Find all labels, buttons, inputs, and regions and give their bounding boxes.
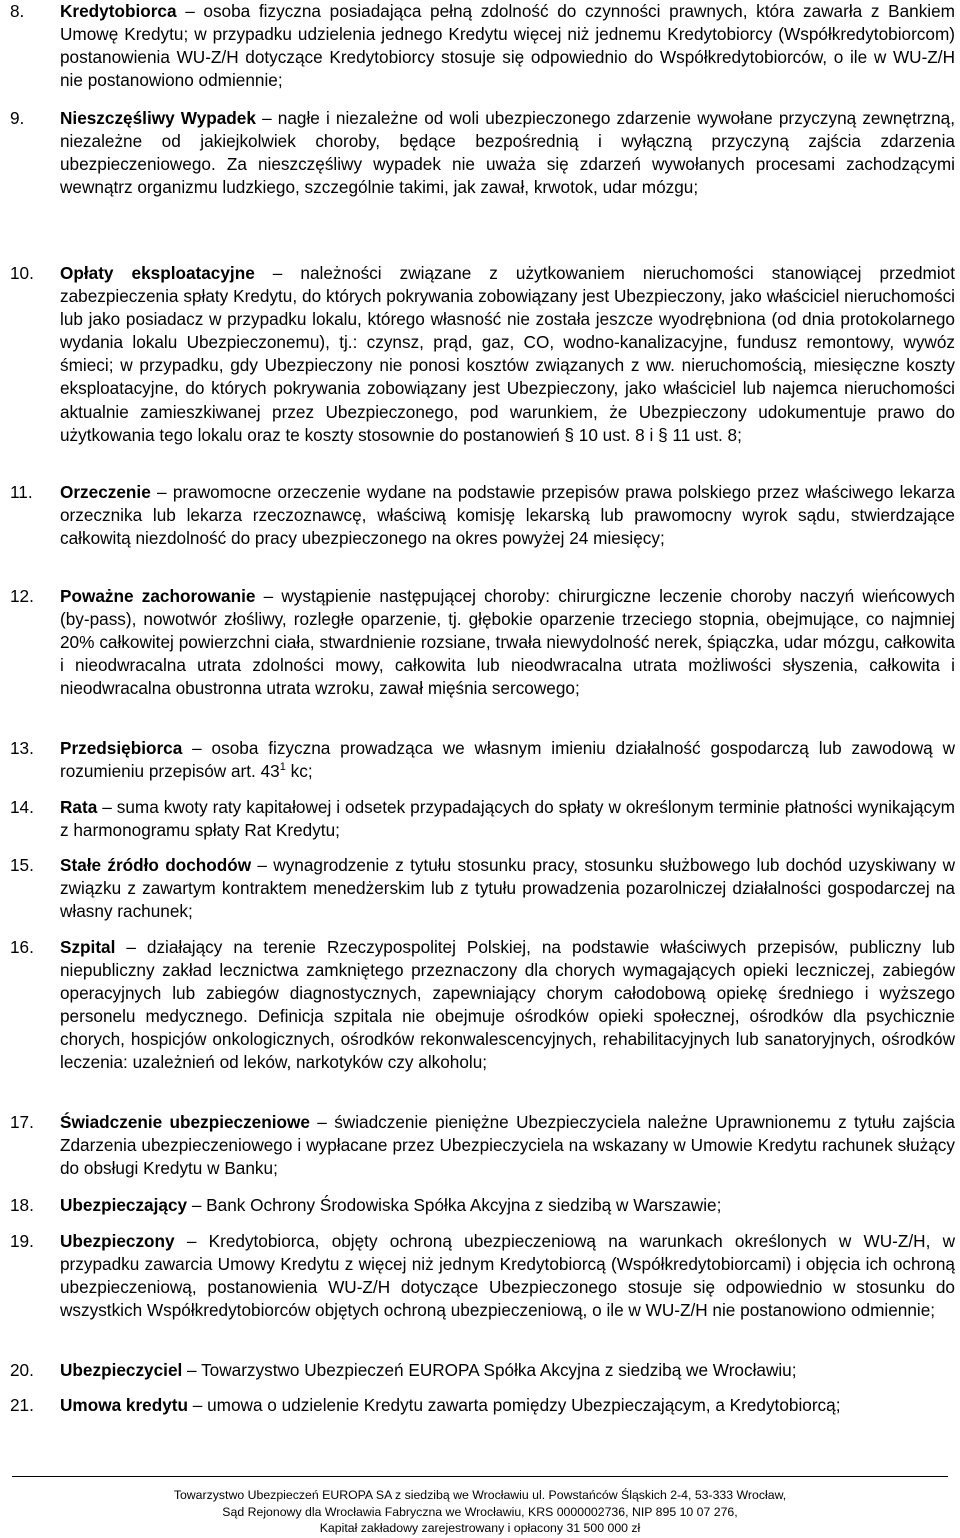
item-body [60, 1194, 955, 1217]
item-term: Ubezpieczony [60, 1231, 175, 1251]
item-number: 14. [10, 797, 34, 817]
item-body [60, 1230, 955, 1322]
item-body [60, 1394, 955, 1417]
item-body [60, 737, 955, 786]
item-body [60, 796, 955, 842]
item-text: – suma kwoty raty kapitałowej i odsetek przypadających do spłaty w określonym terminie płatności wynikającym z harmonogramu spłaty Rat Kredytu; [60, 797, 955, 841]
definition-item [0, 585, 955, 700]
item-body [60, 0, 955, 92]
item-body [60, 1111, 955, 1180]
item-term: Kredytobiorca [60, 1, 177, 21]
item-text: – prawomocne orzeczenie wydane na podstawie przepisów prawa polskiego przez właściwego lekarza orzecznika lub lekarza rzeczoznawcę, właściwą komisję lekarską lub prawomocny wyrok sądu, stwierdzające całkowitą niezdolność do pracy ubezpieczonego na okres powyżej 24 miesięcy; [60, 482, 955, 549]
item-number: 8. [10, 1, 25, 21]
item-text: – należności związane z użytkowaniem nieruchomości stanowiącej przedmiot zabezpieczenia spłaty Kredytu, do których pokrywania zobowiązany jest Ubezpieczony, jako właściciel nieruchomości lub jako posiadacz w przypadku lokalu, którego własność nie została jeszcze wyodrębniona (od dnia protokolarnego wydania lokalu Ubezpieczonemu), tj.: czynsz, prąd, gaz, CO, wodno-kanalizacyjne, fundusz remontowy, wywóz śmieci; w przypadku, gdy Ubezpieczony nie ponosi kosztów związanych z ww. nieruchomością, miesięczne koszty eksploatacyjne, do których pokrywania zobowiązany jest Ubezpieczony, jako właściciel lub najemca nieruchomości aktualnie zamieszkiwanej przez Ubezpieczonego, pod warunkiem, że Ubezpieczony udokumentuje prawo do użytkowania tego lokalu oraz te koszty stosownie do postanowień § 10 ust. 8 i § 11 ust. 8; [60, 263, 955, 445]
definition-item [0, 0, 955, 92]
item-term: Umowa kredytu [60, 1395, 188, 1415]
definition-item [0, 737, 955, 786]
definition-item [0, 1359, 955, 1382]
item-text: – wynagrodzenie z tytułu stosunku pracy, stosunku służbowego lub dochód uzyskiwany w związku z zawartym kontraktem menedżerskim lub z tytułu prowadzenia pozarolniczej działalności gospodarczej na własny rachunek; [60, 855, 955, 922]
item-number: 19. [10, 1231, 34, 1251]
footer-line-1: Towarzystwo Ubezpieczeń EUROPA SA z siedzibą we Wrocławiu ul. Powstańców Śląskich 2-4, 53-333 Wrocław, [173, 1488, 787, 1502]
item-text: – działający na terenie Rzeczypospolitej Polskiej, na podstawie właściwych przepisów, publiczny lub niepubliczny zakład lecznictwa zamkniętego przeznaczony dla chorych wymagających opieki leczniczej, zabiegów operacyjnych lub zabiegów diagnostycznych, zapewniający chorym całodobową opiekę średniego i wyższego personelu medycznego. Definicja szpitala nie obejmuje ośrodków opieki społecznej, ośrodków dla psychicznie chorych, hospicjów onkologicznych, ośrodków rekonwalescencyjnych, rehabilitacyjnych lub sanatoryjnych, ośrodków leczenia: uzależnień od leków, narkotyków czy alkoholu; [60, 937, 955, 1073]
item-number: 18. [10, 1195, 34, 1215]
item-text: – Bank Ochrony Środowiska Spółka Akcyjna z siedzibą w Warszawie; [187, 1195, 722, 1215]
item-text: – osoba fizyczna prowadząca we własnym imieniu działalność gospodarczą lub zawodową w rozumieniu przepisów art. 43 [60, 738, 955, 782]
item-term: Poważne zachorowanie [60, 586, 256, 606]
item-body [60, 585, 955, 700]
item-number: 17. [10, 1112, 34, 1132]
item-number: 11. [10, 482, 33, 502]
item-term: Orzeczenie [60, 482, 151, 502]
item-number: 16. [10, 937, 34, 957]
item-body [60, 107, 955, 199]
item-term: Świadczenie ubezpieczeniowe [60, 1112, 310, 1132]
item-term: Szpital [60, 937, 116, 957]
definition-item [0, 481, 955, 550]
item-number: 9. [10, 108, 25, 128]
item-text: – umowa o udzielenie Kredytu zawarta pomiędzy Ubezpieczającym, a Kredytobiorcą; [187, 1395, 841, 1415]
definition-item [0, 107, 955, 199]
item-number: 15. [10, 855, 34, 875]
definition-item [0, 1194, 955, 1217]
item-text: – nagłe i niezależne od woli ubezpieczonego zdarzenie wywołane przyczyną zewnętrzną, niezależne od jakiejkolwiek choroby, będące bezpośrednią i wyłączną przyczyną zajścia zdarzenia ubezpieczeniowego. Za nieszczęśliwy wypadek nie uważa się zdarzeń wywołanych procesami zachodzącymi wewnątrz organizmu ludzkiego, szczególnie takimi, jak zawał, krwotok, udar mózgu; [60, 108, 955, 198]
item-text: – Towarzystwo Ubezpieczeń EUROPA Spółka Akcyjna z siedzibą we Wrocławiu; [182, 1360, 797, 1380]
item-body [60, 481, 955, 550]
definition-item [0, 936, 955, 1075]
item-term: Opłaty eksploatacyjne [60, 263, 255, 283]
definition-item [0, 796, 955, 842]
item-term: Nieszczęśliwy Wypadek [60, 108, 256, 128]
definition-item [0, 1111, 955, 1180]
definition-item [0, 854, 955, 923]
footer-line-3: Kapitał zakładowy zarejestrowany i opłacony 31 500 000 zł [319, 1521, 641, 1535]
item-number: 12. [10, 586, 34, 606]
item-text-end: kc; [285, 761, 313, 782]
definition-item [0, 1230, 955, 1322]
item-text: – świadczenie pieniężne Ubezpieczyciela należne Uprawnionemu z tytułu zajścia Zdarzenia ubezpieczeniowego i wypłacane przez Ubezpieczyciela na wskazany w Umowie Kredytu rachunek służący do obsługi Kredytu w Banku; [60, 1112, 955, 1179]
item-number: 10. [10, 263, 34, 283]
item-text: – Kredytobiorca, objęty ochroną ubezpieczeniową na warunkach określonych w WU-Z/H, w przypadku zawarcia Umowy Kredytu z więcej niż jednym Kredytobiorcą (Współkredytobiorcami) i objęcia ich ochroną ubezpieczeniową, postanowienia WU-Z/H dotyczące Ubezpieczonego stosuje się odpowiednio w stosunku do wszystkich Współkredytobiorców objętych ochroną ubezpieczeniową, o ile w WU-Z/H nie postanowiono odmiennie; [60, 1231, 955, 1321]
definition-item [0, 1394, 955, 1417]
page-footer [0, 1487, 960, 1537]
item-body [60, 262, 955, 447]
definition-item [0, 262, 955, 447]
item-number: 20. [10, 1360, 34, 1380]
footer-line-2: Sąd Rejonowy dla Wrocławia Fabryczna we Wrocławiu, KRS 0000002736, NIP 895 10 07 276, [222, 1504, 738, 1519]
item-body [60, 936, 955, 1075]
item-term: Rata [60, 797, 98, 817]
item-term: Stałe źródło dochodów [60, 855, 252, 875]
footer-divider [12, 1476, 948, 1477]
item-number: 21. [10, 1395, 34, 1415]
item-term: Ubezpieczający [60, 1195, 188, 1215]
item-body [60, 1359, 955, 1382]
item-body [60, 854, 955, 923]
superscript: 1 [279, 761, 286, 774]
item-term: Ubezpieczyciel [60, 1360, 183, 1380]
item-text: – osoba fizyczna posiadająca pełną zdolność do czynności prawnych, która zawarła z Bankiem Umowę Kredytu; w przypadku udzielenia jednego Kredytu więcej niż jednemu Kredytobiorcy (Współkredytobiorcom) postanowienia WU-Z/H dotyczące Kredytobiorcy stosuje się odpowiednio do Współkredytobiorców, o ile w WU-Z/H nie postanowiono odmiennie; [60, 1, 955, 91]
item-text: – wystąpienie następującej choroby: chirurgiczne leczenie choroby naczyń wieńcowych (by-pass), nowotwór złośliwy, rozległe oparzenie, tj. głębokie oparzenie trzeciego stopnia, obejmujące, co najmniej 20% całkowitej powierzchni ciała, stwardnienie rozsiane, trwała niewydolność nerek, śpiączka, udar mózgu, całkowita i nieodwracalna utrata zdolności mowy, całkowita lub nieodwracalna utrata możliwości słyszenia, całkowita i nieodwracalna obustronna utrata wzroku, zawał mięśnia sercowego; [60, 586, 955, 699]
item-term: Przedsiębiorca [60, 738, 183, 758]
item-number: 13. [10, 738, 34, 758]
